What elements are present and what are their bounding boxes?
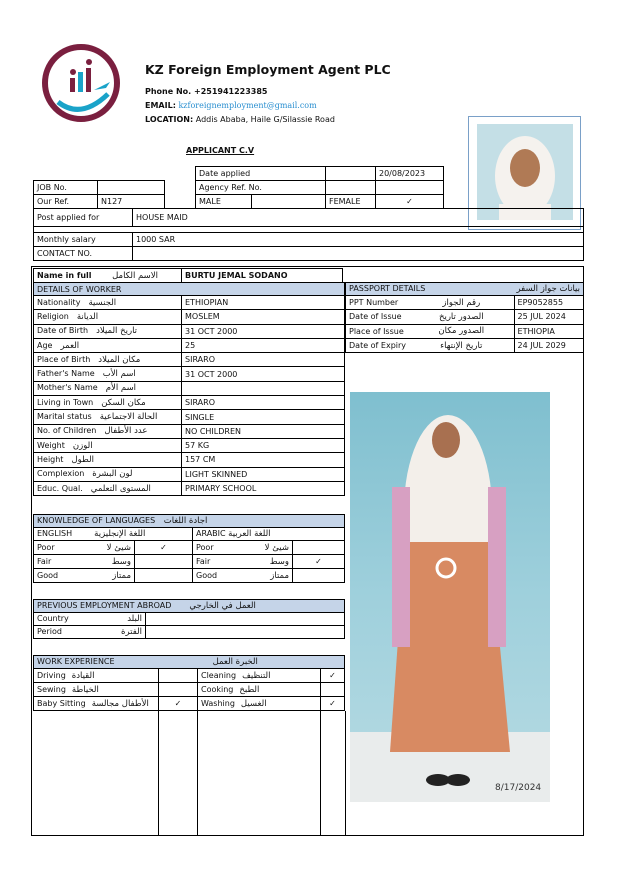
company-name: KZ Foreign Employment Agent PLC [145,62,391,77]
job-no-label: JOB No. [34,181,98,195]
female-check: ✓ [376,195,444,209]
detail-value: SIRARO [182,353,345,367]
detail-row [34,396,345,410]
details-header: DETAILS OF WORKER [34,283,345,296]
detail-value: 31 OCT 2000 [182,324,345,338]
detail-row [34,381,345,395]
passport-row [346,310,584,324]
company-location: LOCATION: Addis Ababa, Haile G/Silassie Road [145,115,335,124]
photo-stamp: 8/17/2024 [495,783,542,793]
detail-label-ar: لون البشرة [92,469,133,480]
passport-header: PASSPORT DETAILS [349,284,426,293]
detail-value: SIRARO [182,396,345,410]
passport-table: PASSPORT DETAILS بيانات جواز السفر PPT Number رقم الجواز EP9052855 Date of Issue الصدور تاريخ 25 JUL 2024 Place of Issue الصدور مكان ETHIOPIA Date of Expiry تاريخ الإنتهاء 24 JUL 2029 [345,282,584,353]
lang-level: Good [196,570,218,580]
our-ref-value: N127 [98,195,165,209]
detail-label-ar: مكان الميلاد [98,354,141,365]
passport-label: Place of Issue [346,324,410,338]
detail-label: Educ. Qual. [37,483,83,493]
period-label: Period [37,627,62,636]
passport-label: Date of Expiry [346,338,410,352]
work-row [34,683,345,697]
contact-value [133,247,584,261]
detail-row [34,338,345,352]
language-row [34,569,345,583]
lang-level-ar: وسط [269,556,289,567]
detail-label-ar: اسم الأب [102,369,136,380]
lang-level-ar: وسط [111,556,131,567]
work-skill-ar: الغسيل [240,698,267,709]
arabic-check [293,569,345,583]
detail-value [182,381,345,395]
detail-value: PRIMARY SCHOOL [182,481,345,495]
post-value: HOUSE MAID [133,209,584,227]
company-email: EMAIL: kzforeignemployment@gmail.com [145,101,317,110]
detail-row [34,353,345,367]
detail-label-ar: الوزن [72,440,93,451]
detail-value: SINGLE [182,410,345,424]
detail-value: 31 OCT 2000 [182,367,345,381]
work-skill: Cooking [201,684,234,694]
detail-label-ar: الطول [71,454,94,465]
country-label: Country [37,614,69,623]
detail-label: Religion [37,311,69,321]
work-skill: Sewing [37,684,66,694]
document-title: APPLICANT C.V [186,146,255,155]
detail-value: 57 KG [182,438,345,452]
detail-label-ar: مكان السكن [101,397,146,408]
detail-label: Complexion [37,469,85,479]
passport-label-ar: تاريخ الإنتهاء [409,338,514,352]
work-skill-ar: الخياطة [71,684,99,695]
prev-header: PREVIOUS EMPLOYMENT ABROAD [37,601,172,610]
work-skill-check: ✓ [159,697,198,711]
post-label: Post applied for [34,209,133,227]
passport-row [346,324,584,338]
detail-label-ar: الديانة [76,311,99,322]
work-skill: Washing [201,698,235,708]
detail-label: Height [37,454,64,464]
work-skill-check: ✓ [321,697,345,711]
name-value: BURTU JEMAL SODANO [182,269,343,283]
jobref-table [33,180,165,209]
work-skill-check: ✓ [321,669,345,683]
detail-label-ar: تاريخ الميلاد [96,326,138,337]
detail-label: Marital status [37,412,92,422]
detail-label: Living in Town [37,397,94,407]
detail-value: LIGHT SKINNED [182,467,345,481]
work-skill-check [321,683,345,697]
post-table [33,208,584,261]
company-logo [40,42,122,124]
lang-level: Fair [37,556,52,566]
work-header: WORK EXPERIENCE [37,657,115,666]
language-row [34,555,345,569]
detail-label-ar: المستوى التعلمي [90,483,151,494]
work-skill-check [159,683,198,697]
passport-label-ar: رقم الجواز [409,296,514,310]
our-ref-label: Our Ref. [34,195,98,209]
female-label: FEMALE [326,195,376,209]
english-check: ✓ [135,541,193,555]
passport-label-ar: الصدور تاريخ [409,310,514,324]
passport-label: PPT Number [346,296,410,310]
name-row: Name in full الاسم الكامل BURTU JEMAL SODANO [33,268,343,283]
detail-value: ETHIOPIAN [182,296,345,310]
detail-row [34,424,345,438]
male-label: MALE [196,195,252,209]
arabic-check: ✓ [293,555,345,569]
lang-level-ar: شيئ لا [264,542,289,553]
detail-label-ar: عدد الأطفال [104,426,148,437]
lang-level: Poor [196,542,214,552]
passport-value: 25 JUL 2024 [514,310,583,324]
detail-row [34,453,345,467]
detail-row [34,481,345,495]
detail-label-ar: العمر [60,340,80,351]
top-info-table [195,166,444,195]
detail-row [34,367,345,381]
detail-label: Weight [37,440,65,450]
english-check [135,569,193,583]
work-row [34,697,345,711]
passport-row [346,296,584,310]
detail-label: Father's Name [37,369,95,379]
detail-row [34,438,345,452]
lang-level-ar: شيئ لا [106,542,131,553]
work-skill-ar: القيادة [71,670,95,681]
languages-header: KNOWLEDGE OF LANGUAGES [37,516,156,525]
detail-row [34,410,345,424]
work-column-lines [158,711,160,835]
gender-table [195,194,444,209]
arabic-check [293,541,345,555]
detail-value: 157 CM [182,453,345,467]
english-label: ENGLISH [37,529,73,538]
date-applied-value: 20/08/2023 [376,167,444,181]
work-skill: Cleaning [201,670,237,680]
detail-label-ar: اسم الأم [105,383,137,394]
company-phone: Phone No. +251941223385 [145,87,268,96]
agency-ref-label: Agency Ref. No. [196,181,326,195]
salary-value: 1000 SAR [133,233,584,247]
work-skill: Baby Sitting [37,698,86,708]
detail-row [34,310,345,324]
lang-level-ar: ممتاز [112,570,131,581]
detail-value: 25 [182,338,345,352]
passport-value: EP9052855 [514,296,583,310]
details-table [33,282,345,496]
date-applied-label: Date applied [196,167,326,181]
work-experience-table: WORK EXPERIENCE الخبرة العمل Driving القيادة Cleaning التنظيف ✓ Sewing الخياطة Cooking الطبخ Baby Sitting الأطفال مجالسة ✓ Washing الغسيل ✓ [33,655,345,711]
work-skill-ar: التنظيف [242,670,271,681]
language-row [34,541,345,555]
lang-level-ar: ممتاز [270,570,289,581]
contact-label: CONTACT NO. [34,247,133,261]
detail-value: NO CHILDREN [182,424,345,438]
detail-label: Age [37,340,53,350]
detail-label-ar: الجنسية [88,297,117,308]
full-body-photo [350,392,550,802]
lang-level: Good [37,570,59,580]
arabic-label: ARABIC [196,529,226,538]
detail-row [34,467,345,481]
salary-label: Monthly salary [34,233,133,247]
lang-level: Fair [196,556,211,566]
detail-label-ar: الحالة الاجتماعية [99,412,158,423]
detail-label: Date of Birth [37,326,89,336]
passport-value: ETHIOPIA [514,324,583,338]
passport-label: Date of Issue [346,310,410,324]
passport-value: 24 JUL 2029 [514,338,583,352]
work-skill: Driving [37,670,66,680]
english-check [135,555,193,569]
name-label: Name in full [37,270,92,280]
lang-level: Poor [37,542,55,552]
passport-label-ar: الصدور مكان [409,324,514,338]
detail-label: Mother's Name [37,383,98,393]
passport-row [346,338,584,352]
work-skill-check [159,669,198,683]
languages-table: KNOWLEDGE OF LANGUAGES اجادة اللغات ENGLISH اللغة الإنجليزية ARABIC اللغة العربية Poor شيئ لا ✓ Poor شيئ لا Fair وسط Fair وسط ✓ Good ممتاز Good ممتاز [33,514,345,583]
detail-label: Nationality [37,297,81,307]
previous-employment-table: PREVIOUS EMPLOYMENT ABROAD العمل في الخارجي Country البلد Period الفترة [33,599,345,639]
work-row [34,669,345,683]
work-skill-ar: الطبخ [239,684,260,695]
work-skill-ar: الأطفال مجالسة [91,698,149,709]
detail-row [34,296,345,310]
detail-label: Place of Birth [37,354,91,364]
detail-label: No. of Children [37,426,97,436]
detail-row [34,324,345,338]
detail-value: MOSLEM [182,310,345,324]
